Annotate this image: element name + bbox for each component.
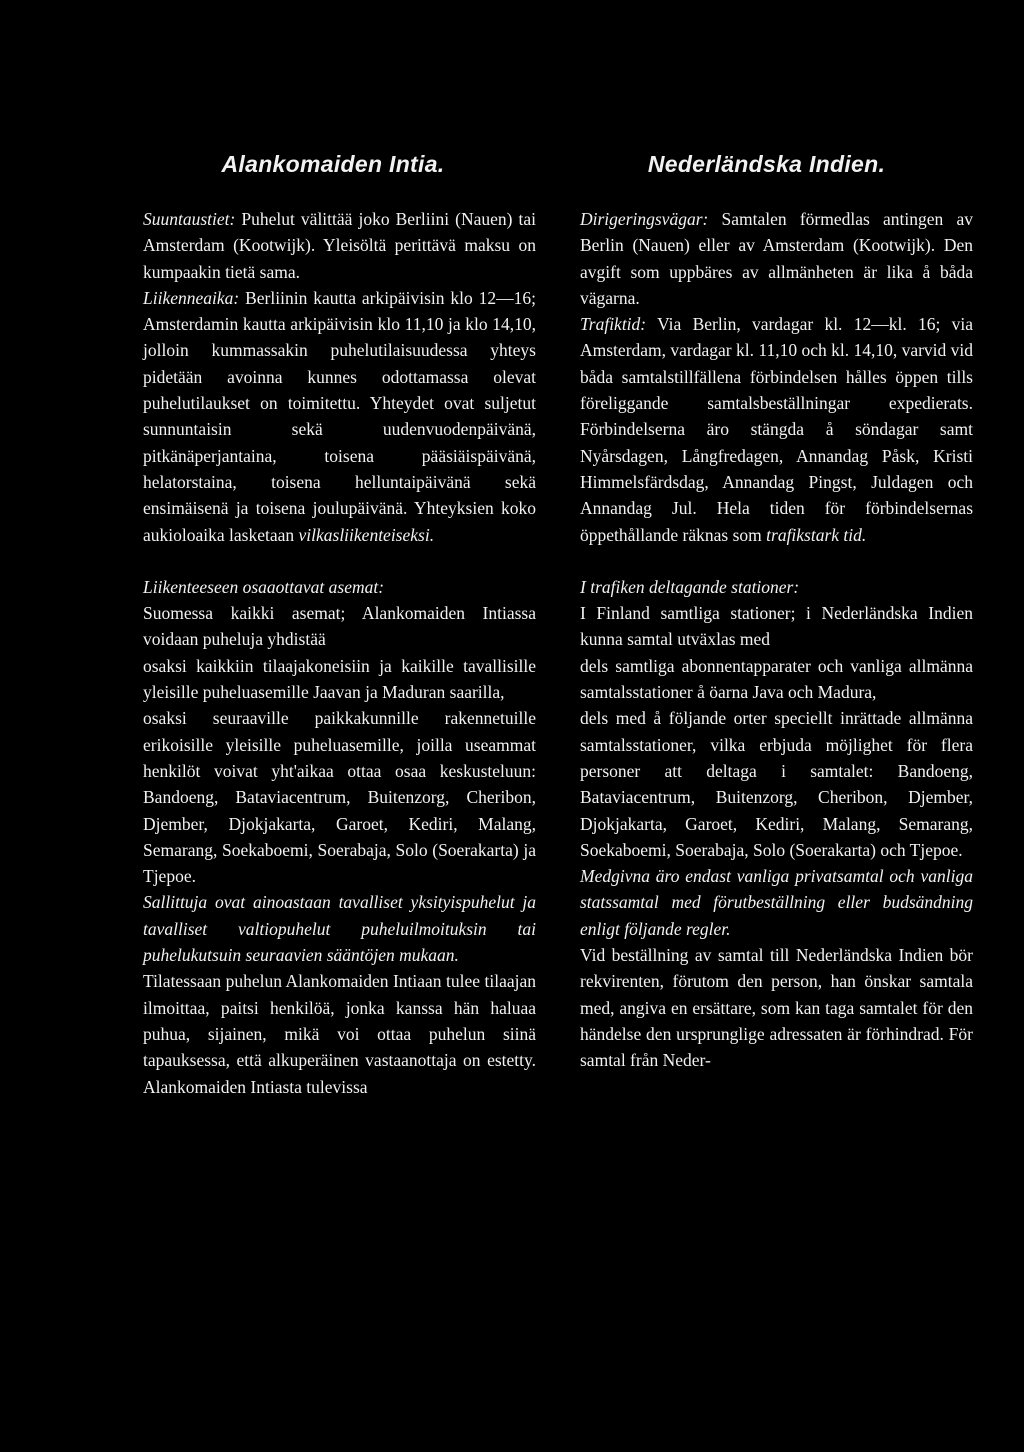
swedish-column xyxy=(580,150,973,1074)
stations-part-one: osaksi kaikkiin tilaajakoneisiin ja kaikille tavallisille yleisille puheluasemille Jaavan ja Maduran saarilla, xyxy=(143,655,536,703)
traffic-time-tail: trafikstark tid. xyxy=(766,524,867,545)
traffic-time-tail: vilkasliikenteiseksi. xyxy=(298,524,435,545)
column-title: Nederländska Indien. xyxy=(647,151,886,177)
stations-part-two: osaksi seuraaville paikkakunnille rakennetuille erikoisille yleisille puheluasemille, joilla useammat henkilöt voivat yht'aikaa ottaa osaa keskusteluun: Bandoeng, Bataviacentrum, Buitenzorg, Cheribon, Djember, Djokjakarta, Garoet, Kediri, Malang, Semarang, Soekaboemi, Soerabaja, Solo (Soerakarta) ja Tjepoe. xyxy=(143,708,536,887)
stations-part-one: dels samtliga abonnentapparater och vanliga allmänna samtalsstationer å öarna Java och Madura, xyxy=(580,655,973,703)
column-title: Alankomaiden Intia. xyxy=(221,151,445,177)
stations-label: I trafiken deltagande stationer: xyxy=(580,576,800,597)
finnish-column xyxy=(143,150,536,1100)
routing-label: Suuntaustiet: xyxy=(143,209,236,229)
ordering-paragraph: Vid beställning av samtal till Nederländska Indien bör rekvirenten, förutom den person, han önskar samtala med, angiva en ersättare, som kan taga samtalet för den händelse den ursprunglige adressaten är förhindrad. För samtal från Neder- xyxy=(580,945,973,1071)
allowed-calls-paragraph: Sallittuja ovat ainoastaan tavalliset yksityispuhelut ja tavalliset valtiopuhelut puheluilmoituksin tai puhelukutsuin seuraavien sääntöjen mukaan. xyxy=(143,892,536,966)
routing-paragraph xyxy=(143,206,536,285)
routing-text: Puhelut välittää joko Berliini (Nauen) tai Amsterdam (Kootwijk). Yleisöltä perittävä maksu on kumpaakin tietä sama. xyxy=(143,209,536,282)
traffic-time-text: Via Berlin, vardagar kl. 12—kl. 16; via Amsterdam, vardagar kl. 11,10 och kl. 14,10, varvid vid båda samtalstillfällena förbindelsen hålles öppen tills föreliggande samtalsbeställningar expedierats. Förbindelserna äro stängda å söndagar samt Nyårsdagen, Långfredagen, Annandag Påsk, Kristi Himmelsfärdsdag, Annandag Pingst, Juldagen och Annandag Jul. Hela tiden för förbindelsernas öppethållande räknas som xyxy=(580,314,974,545)
ordering-paragraph: Tilatessaan puhelun Alankomaiden Intiaan tulee tilaajan ilmoittaa, paitsi henkilöä, jonka kanssa hän haluaa puhua, sijainen, mikä voi ottaa puhelun siinä tapauksessa, että alkuperäinen vastaanottaja on estetty. Alankomaiden Intiasta tulevissa xyxy=(143,971,536,1097)
traffic-time-paragraph xyxy=(580,311,973,548)
traffic-time-label: Liikenneaika: xyxy=(143,287,240,308)
stations-heading xyxy=(580,574,973,600)
stations-heading xyxy=(143,574,536,600)
stations-intro: I Finland samtliga stationer; i Nederländska Indien kunna samtal utväxlas med xyxy=(580,603,973,650)
routing-paragraph xyxy=(580,206,973,311)
section-gap xyxy=(580,548,973,574)
traffic-time-paragraph xyxy=(143,285,536,548)
section-gap xyxy=(143,548,536,574)
stations-label: Liikenteeseen osaaottavat asemat: xyxy=(143,576,385,597)
stations-intro: Suomessa kaikki asemat; Alankomaiden Intiassa voidaan puheluja yhdistää xyxy=(143,603,536,650)
routing-text: Samtalen förmedlas antingen av Berlin (Nauen) eller av Amsterdam (Kootwijk). Den avgift som uppbäres av allmänheten är lika å båda vägarna. xyxy=(580,209,973,308)
allowed-calls-paragraph: Medgivna äro endast vanliga privatsamtal och vanliga statssamtal med förutbeställning eller budsändning enligt följande regler. xyxy=(580,866,973,939)
traffic-time-label: Trafiktid: xyxy=(580,314,647,335)
traffic-time-text: Berliinin kautta arkipäivisin klo 12—16; Amsterdamin kautta arkipäivisin klo 11,10 ja klo 14,10, jolloin kummassakin puhelutilaisuudessa yhteys pidetään avoinna kunnes odottamassa olevat puhelutilaukset on toimitettu. Yhteydet ovat suljetut sunnuntaisin sekä uudenvuodenpäivänä, pitkänäperjantaina, toisena pääsiäispäivänä, helatorstaina, toisena helluntaipäivänä sekä ensimäisenä ja toisena joulupäivänä. Yhteyksien koko aukioloaika lasketaan xyxy=(143,287,536,545)
stations-part-two: dels med å följande orter speciellt inrättade allmänna samtalsstationer, vilka erbjuda möjlighet för flera personer att deltaga i samtalet: Bandoeng, Bataviacentrum, Buitenzorg, Cheribon, Djember, Djokjakarta, Garoet, Kediri, Malang, Semarang, Soekaboemi, Soerabaja, Solo (Soerakarta) och Tjepoe. xyxy=(580,708,973,860)
routing-label: Dirigeringsvägar: xyxy=(580,209,709,229)
